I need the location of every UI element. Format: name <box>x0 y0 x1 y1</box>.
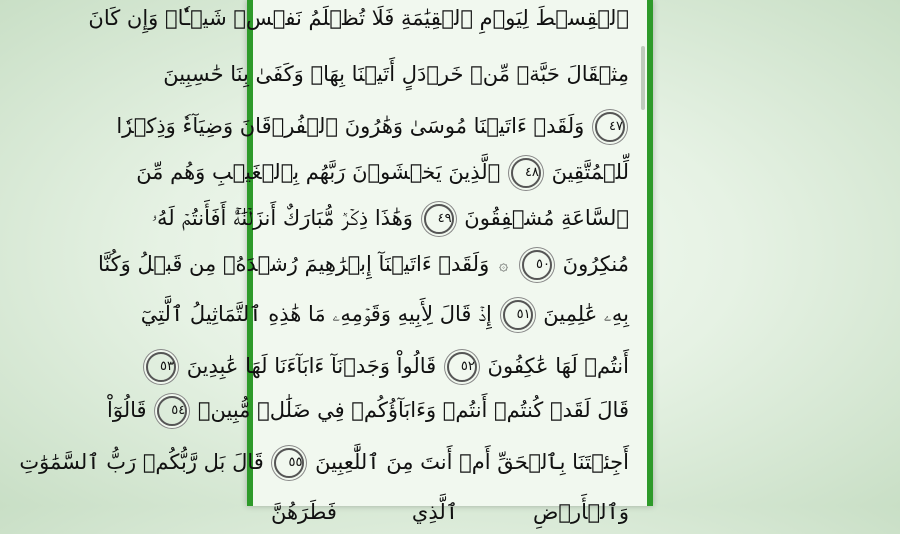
ayah-number-marker[interactable]: ٥٠ <box>522 250 552 280</box>
verse-text: وَٱلۡأَرۡضِ ٱلَّذِي فَطَرَهُنَّ <box>271 500 629 524</box>
ayah-number-marker[interactable]: ٤٨ <box>511 158 541 188</box>
text-line <box>271 490 629 534</box>
verse-text: قَالُوٓاْ <box>107 398 147 422</box>
verse-text: وَلَقَدۡ ءَاتَيۡنَآ إِبۡرَٰهِيمَ رُشۡدَهُۥ مِن قَبۡلُ وَكُنَّا <box>97 252 490 276</box>
verse-text: ٱلَّذِينَ يَخۡشَوۡنَ رَبَّهُم بِٱلۡغَيۡبِ وَهُم مِّنَ <box>136 160 501 184</box>
ayah-number-marker[interactable]: ٥٣ <box>146 352 176 382</box>
verse-text: لِّلۡمُتَّقِينَ <box>551 160 629 184</box>
text-line <box>116 104 629 148</box>
verse-text: ٱلۡقِسۡطَ لِيَوۡمِ ٱلۡقِيَٰمَةِ فَلَا تُظۡلَمُ نَفۡسٞ شَيۡـٔٗاۖ وَإِن كَانَ <box>88 6 629 30</box>
text-line <box>19 440 629 484</box>
verse-text: أَجِئۡتَنَا بِٱلۡحَقِّ أَمۡ أَنتَ مِنَ ٱللَّٰعِبِينَ <box>315 450 629 474</box>
ayah-number-marker[interactable]: ٤٧ <box>595 112 625 142</box>
text-line <box>163 52 629 96</box>
verse-text: وَلَقَدۡ ءَاتَيۡنَا مُوسَىٰ وَهَٰرُونَ ٱلۡفُرۡقَانَ وَضِيَآءٗ وَذِكۡرٗا <box>116 114 585 138</box>
verse-text: قَالَ لَقَدۡ كُنتُمۡ أَنتُمۡ وَءَابَآؤُكُمۡ فِي ضَلَٰلٖ مُّبِينٖ <box>197 398 629 422</box>
text-line <box>97 242 629 286</box>
text-line <box>136 150 629 194</box>
verse-text: بِهِۦ عَٰلِمِينَ <box>543 302 629 326</box>
ayah-number-marker[interactable]: ٥٢ <box>447 352 477 382</box>
verse-text: قَالُواْ وَجَدۡنَآ ءَابَآءَنَا لَهَا عَٰبِدِينَ <box>186 354 437 378</box>
text-line <box>88 0 629 40</box>
verse-text: مُنكِرُونَ <box>562 252 629 276</box>
quran-page-frame <box>19 0 653 524</box>
verse-text: إِذۡ قَالَ لِأَبِيهِ وَقَوۡمِهِۦ مَا هَٰذِهِ ٱلتَّمَاثِيلُ ٱلَّتِيٓ <box>140 302 492 326</box>
ayah-number-marker[interactable]: ٤٩ <box>424 204 454 234</box>
ayah-number-marker[interactable]: ٥٥ <box>274 448 304 478</box>
ayah-number-marker[interactable]: ٥٤ <box>157 396 187 426</box>
text-line <box>151 196 629 240</box>
ayah-number-marker[interactable]: ٥١ <box>503 300 533 330</box>
quran-page[interactable] <box>19 0 647 524</box>
verse-text: قَالَ بَل رَّبُّكُمۡ رَبُّ ٱلسَّمَٰوَٰتِ <box>19 450 264 474</box>
verse-text: وَهَٰذَا ذِكۡرٞ مُّبَارَكٌ أَنزَلۡنَٰهُۚ أَفَأَنتُمۡ لَهُۥ <box>151 206 413 230</box>
text-line <box>160 344 629 388</box>
text-lines <box>19 0 629 524</box>
verse-text: ٱلسَّاعَةِ مُشۡفِقُونَ <box>464 206 629 230</box>
verse-text: أَنتُمۡ لَهَا عَٰكِفُونَ <box>487 354 629 378</box>
scrollbar[interactable] <box>641 46 645 110</box>
text-line <box>107 388 629 432</box>
verse-text: مِثۡقَالَ حَبَّةٖ مِّنۡ خَرۡدَلٍ أَتَيۡنَا بِهَاۗ وَكَفَىٰ بِنَا حَٰسِبِينَ <box>163 62 629 86</box>
rub-el-hizb-icon: ۞ <box>498 255 509 274</box>
text-line <box>140 292 629 336</box>
